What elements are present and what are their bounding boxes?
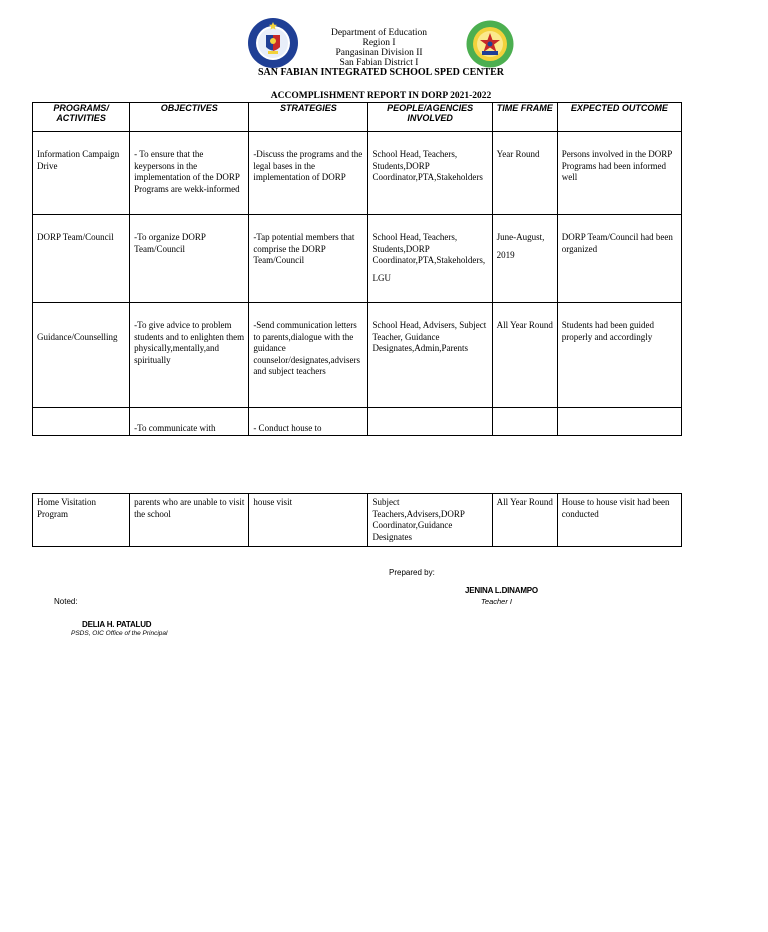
cell-people: School Head, Teachers, Students,DORP Coordinator,PTA,Stakeholders xyxy=(372,149,483,182)
preparer-name: JENINA L.DINAMPO xyxy=(465,586,538,595)
header-district: San Fabian District I xyxy=(339,58,419,68)
cell-objective: - To ensure that the keypersons in the implementation of the DORP Programs are wekk-informed xyxy=(134,149,240,194)
table-row xyxy=(33,408,682,436)
table-row xyxy=(33,215,682,303)
cell-people: School Head, Advisers, Subject Teacher, Guidance Designates,Admin,Parents xyxy=(372,320,487,353)
cell-outcome: House to house visit had been conducted xyxy=(561,497,670,519)
cell-program: Guidance/Counselling xyxy=(37,332,118,342)
cell-program xyxy=(33,408,129,429)
cell-time-frame: Year Round xyxy=(496,149,540,159)
cell-strategy: house visit xyxy=(253,497,293,507)
preparer-title: Teacher I xyxy=(481,597,512,606)
header-school-name: SAN FABIAN INTEGRATED SCHOOL SPED CENTER xyxy=(257,67,505,78)
cell-time-frame xyxy=(493,408,557,429)
cell-objective: -To communicate with xyxy=(134,423,216,433)
column-header-programs: PROGRAMS/ ACTIVITIES xyxy=(33,103,130,132)
cell-program: DORP Team/Council xyxy=(37,232,114,242)
cell-outcome: DORP Team/Council had been organized xyxy=(561,232,673,254)
cell-outcome: Persons involved in the DORP Programs had been informed well xyxy=(561,149,672,182)
cell-people-extra: LGU xyxy=(372,272,391,283)
cell-strategy: -Discuss the programs and the legal bases in the implementation of DORP xyxy=(253,149,363,182)
cell-strategy: -Send communication letters to parents,dialogue with the guidance counselor/designates,advisers and subject teachers xyxy=(253,320,361,376)
cell-program: Information Campaign Drive xyxy=(37,149,120,171)
table-row xyxy=(33,494,682,547)
column-header-objectives: OBJECTIVES xyxy=(130,103,249,132)
column-header-people: PEOPLE/AGENCIES INVOLVED xyxy=(368,103,492,132)
cell-time-frame: All Year Round xyxy=(496,497,553,507)
cell-outcome: Students had been guided properly and accordingly xyxy=(561,320,654,342)
cell-outcome xyxy=(558,408,681,429)
table-row xyxy=(33,303,682,408)
header-division: Pangasinan Division II xyxy=(335,48,423,58)
header-region: Region I xyxy=(362,38,396,48)
column-header-time-frame: TIME FRAME xyxy=(492,103,557,132)
cell-time-frame-extra: 2019 xyxy=(496,249,515,260)
noter-title: PSDS, OIC Office of the Principal xyxy=(71,630,168,637)
accomplishment-table xyxy=(32,102,682,436)
column-header-expected-outcome: EXPECTED OUTCOME xyxy=(557,103,681,132)
cell-program: Home Visitation Program xyxy=(37,497,97,519)
cell-strategy: - Conduct house to xyxy=(253,423,322,433)
noted-label: Noted: xyxy=(54,597,78,606)
cell-time-frame: All Year Round xyxy=(496,320,553,330)
cell-objective: parents who are unable to visit the school xyxy=(134,497,245,519)
prepared-by-label: Prepared by: xyxy=(389,568,435,577)
cell-objective: -To organize DORP Team/Council xyxy=(134,232,206,254)
accomplishment-table-continued xyxy=(32,493,682,547)
header-department: Department of Education xyxy=(330,28,428,38)
column-header-strategies: STRATEGIES xyxy=(249,103,368,132)
noter-name: DELIA H. PATALUD xyxy=(82,620,152,629)
table-header-row xyxy=(33,103,682,132)
cell-strategy: -Tap potential members that comprise the DORP Team/Council xyxy=(253,232,355,265)
cell-time-frame: June-August, xyxy=(496,232,545,242)
cell-people xyxy=(368,408,491,429)
cell-people: School Head, Teachers, Students,DORP Coordinator,PTA,Stakeholders, xyxy=(372,232,486,265)
cell-people: Subject Teachers,Advisers,DORP Coordinator,Guidance Designates xyxy=(372,497,465,542)
report-title: ACCOMPLISHMENT REPORT IN DORP 2021-2022 xyxy=(270,91,492,101)
cell-objective: -To give advice to problem students and to enlighten them physically,mentally,and spiritually xyxy=(134,320,245,365)
table-row xyxy=(33,132,682,215)
